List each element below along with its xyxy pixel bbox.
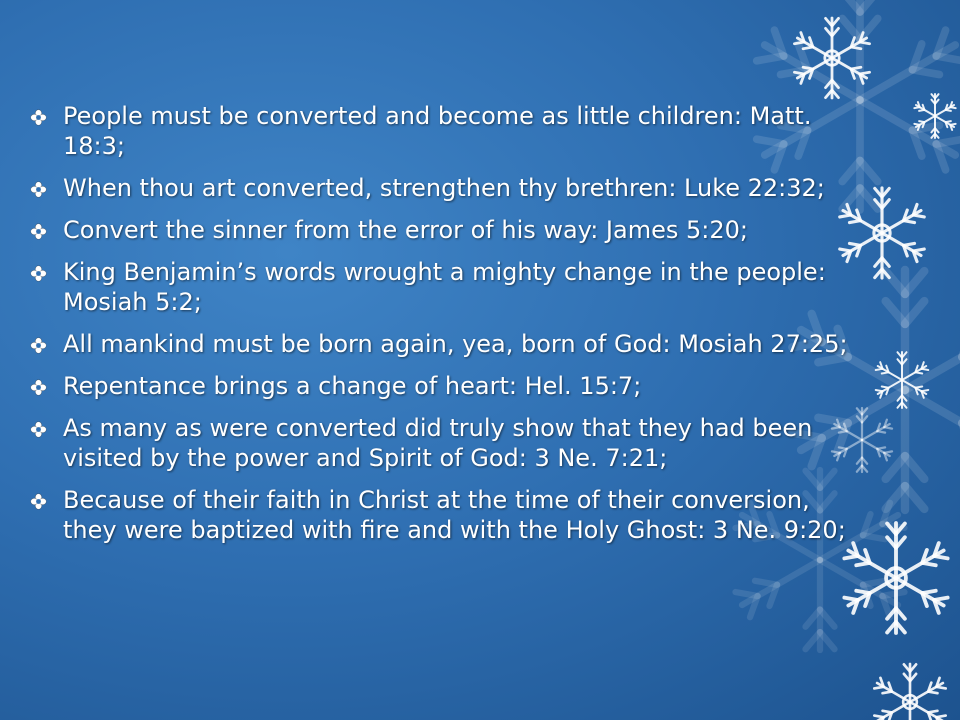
bullet-item bbox=[30, 413, 860, 473]
bullet-text: People must be converted and become as little children: Matt. 18:3; bbox=[63, 102, 812, 160]
snowflake-icon bbox=[874, 664, 945, 720]
bullet-item bbox=[30, 371, 860, 401]
bullet-item bbox=[30, 485, 860, 545]
bullet-text: King Benjamin’s words wrought a mighty change in the people: Mosiah 5:2; bbox=[63, 258, 826, 316]
four-leaf-bullet-icon bbox=[30, 181, 47, 198]
bullet-item bbox=[30, 101, 860, 161]
bullet-item bbox=[30, 215, 860, 245]
four-leaf-bullet-icon bbox=[30, 337, 47, 354]
snowflake-icon bbox=[914, 94, 955, 138]
four-leaf-bullet-icon bbox=[30, 421, 47, 438]
four-leaf-bullet-icon bbox=[30, 493, 47, 510]
bullet-text: Convert the sinner from the error of his way: James 5:20; bbox=[63, 216, 748, 244]
bullet-list bbox=[30, 101, 860, 557]
bullet-item bbox=[30, 257, 860, 317]
bullet-text: Repentance brings a change of heart: Hel. 15:7; bbox=[63, 372, 642, 400]
snowflake-icon bbox=[876, 352, 929, 408]
bullet-text: All mankind must be born again, yea, born of God: Mosiah 27:25; bbox=[63, 330, 848, 358]
four-leaf-bullet-icon bbox=[30, 223, 47, 240]
bullet-text: As many as were converted did truly show that they had been visited by the power and Spirit of God: 3 Ne. 7:21; bbox=[63, 414, 813, 472]
bullet-item bbox=[30, 329, 860, 359]
bullet-item bbox=[30, 173, 860, 203]
bullet-text: When thou art converted, strengthen thy brethren: Luke 22:32; bbox=[63, 174, 825, 202]
bullet-text: Because of their faith in Christ at the time of their conversion, they were baptized with fire and with the Holy Ghost: 3 Ne. 9:20; bbox=[63, 486, 846, 544]
four-leaf-bullet-icon bbox=[30, 265, 47, 282]
snowflake-icon bbox=[794, 18, 869, 98]
four-leaf-bullet-icon bbox=[30, 109, 47, 126]
four-leaf-bullet-icon bbox=[30, 379, 47, 396]
